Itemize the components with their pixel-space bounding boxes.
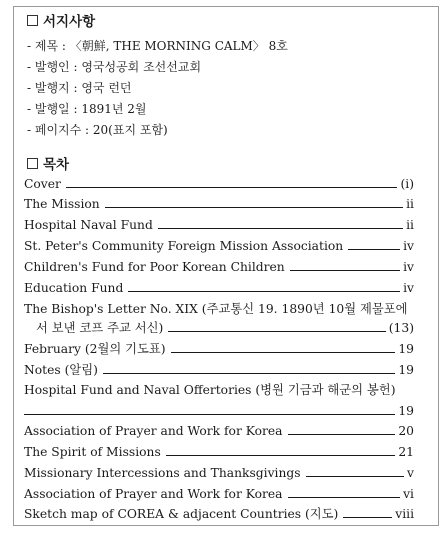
- toc-entry: [24, 176, 414, 193]
- checkbox-square-icon: [27, 158, 38, 169]
- toc-entry: [24, 280, 414, 297]
- toc-entry-continuation: [24, 402, 414, 420]
- toc-entry: [24, 217, 414, 234]
- meta-date: - 발행일 : 1891년 2월: [27, 102, 147, 116]
- leader-line: [128, 291, 400, 292]
- toc-entry-title: Association of Prayer and Work for Korea: [24, 487, 283, 501]
- contents-heading-text: 목차: [43, 157, 70, 173]
- toc-entry: [24, 259, 414, 276]
- toc-entry-title: Hospital Fund and Naval Offertories (병원 기금과 해군의 봉헌): [24, 383, 396, 397]
- toc-entry: [24, 423, 414, 440]
- checkbox-square-icon: [27, 15, 38, 26]
- meta-publisher: - 발행인 : 영국성공회 조선선교회: [27, 60, 202, 74]
- toc-entry-page: 19: [398, 404, 414, 418]
- contents-heading: [27, 156, 69, 174]
- toc-entry-title: The Bishop's Letter No. XIX (주교통신 19. 1890년 10월 제물포에: [24, 302, 408, 316]
- meta-place: - 발행지 : 영국 런던: [27, 81, 132, 95]
- leader-line: [348, 249, 400, 250]
- leader-line: [343, 517, 392, 518]
- bibliographic-heading-text: 서지사항: [43, 14, 96, 30]
- leader-line: [158, 228, 403, 229]
- toc-entry-page: 19: [398, 363, 414, 377]
- toc-entry-title: Notes (알림): [24, 363, 98, 377]
- leader-line: [171, 352, 396, 353]
- toc-entry-title: St. Peter's Community Foreign Mission Association: [24, 239, 344, 253]
- toc-entry-page: iv: [403, 239, 414, 253]
- toc-entry-page: v: [407, 466, 414, 480]
- toc-entry: [24, 382, 414, 399]
- toc-entry-title: The Mission: [24, 197, 100, 211]
- toc-entry-page: iv: [403, 281, 414, 295]
- leader-line: [66, 187, 398, 188]
- toc-entry: [24, 301, 414, 318]
- leader-line: [288, 434, 396, 435]
- toc-entry-title-continuation: 서 보낸 코프 주교 서신): [36, 321, 164, 335]
- leader-line: [166, 455, 396, 456]
- toc-entry-page: viii: [395, 507, 414, 521]
- toc-entry-title: The Spirit of Missions: [24, 445, 161, 459]
- toc-entry: [24, 196, 414, 213]
- toc-entry-page: 19: [398, 342, 414, 356]
- toc-entry-title: Cover: [24, 177, 61, 191]
- toc-entry-page: vi: [403, 487, 414, 501]
- leader-line: [168, 331, 385, 332]
- toc-entry-page: ii: [406, 197, 414, 211]
- meta-title: - 제목 : 〈朝鮮, THE MORNING CALM〉 8호: [27, 39, 288, 53]
- toc-entry-title: Association of Prayer and Work for Korea: [24, 424, 283, 438]
- toc-entry: [24, 465, 414, 482]
- toc-entry-title: February (2월의 기도표): [24, 342, 166, 356]
- toc-entry-title: Children's Fund for Poor Korean Children: [24, 260, 285, 274]
- toc-entry-page: 21: [398, 445, 414, 459]
- toc-entry-page: ii: [406, 218, 414, 232]
- leader-line: [24, 402, 395, 415]
- toc-entry: [24, 486, 414, 503]
- leader-line: [290, 270, 400, 271]
- toc-entry-page: iv: [403, 260, 414, 274]
- leader-line: [103, 373, 395, 374]
- leader-line: [306, 476, 404, 477]
- toc-entry: [24, 444, 414, 461]
- toc-entry: [24, 341, 414, 358]
- toc-entry-title: Education Fund: [24, 281, 124, 295]
- toc-entry-continuation: [36, 320, 414, 337]
- toc-entry-page: (i): [400, 177, 414, 191]
- toc-entry-page: (13): [388, 321, 414, 335]
- bibliographic-heading: [27, 13, 95, 31]
- meta-pages: - 페이지수 : 20(표지 포함): [27, 123, 168, 137]
- toc-entry-page: 20: [398, 424, 414, 438]
- leader-line: [288, 497, 401, 498]
- leader-line: [105, 207, 403, 208]
- toc-entry: [24, 362, 414, 379]
- toc-entry-title: Sketch map of COREA & adjacent Countries (지도): [24, 507, 339, 521]
- toc-entry-title: Missionary Intercessions and Thanksgivings: [24, 466, 301, 480]
- toc-entry: [24, 506, 414, 523]
- toc-entry-title: Hospital Naval Fund: [24, 218, 153, 232]
- toc-entry: [24, 238, 414, 255]
